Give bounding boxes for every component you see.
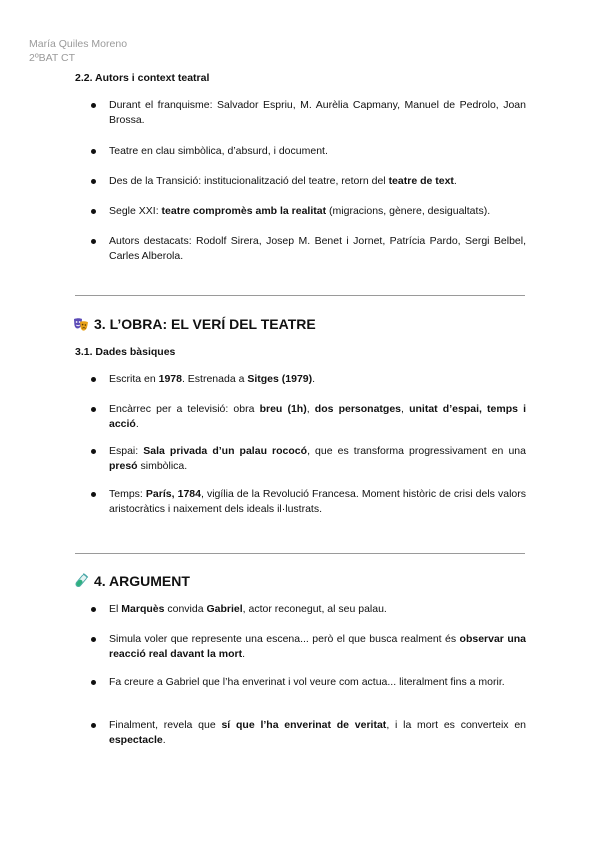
bullet-icon: [91, 607, 96, 612]
emphasis-text: unitat d’espai, temps i acció: [109, 403, 527, 430]
emphasis-text: teatre compromès amb la realitat: [161, 205, 327, 217]
list-item: [75, 372, 526, 387]
section-3-1-heading: 3.1. Dades bàsiques: [75, 346, 176, 358]
bullet-icon: [91, 680, 96, 685]
body-text: Segle XXI:: [109, 205, 162, 217]
bullet-icon: [91, 103, 96, 108]
body-text: .: [453, 175, 457, 187]
list-item: [75, 632, 526, 662]
emphasis-text: observar una reacció real davant la mort: [109, 633, 526, 660]
list-item: [75, 234, 526, 264]
body-text: Temps:: [109, 488, 146, 500]
theater-masks-icon: [73, 316, 89, 332]
body-text: Escrita en: [109, 373, 159, 385]
body-text: .: [162, 734, 166, 746]
section-3-title-text: 3. L’OBRA: EL VERÍ DEL TEATRE: [94, 316, 316, 332]
section-4-title: [73, 573, 190, 589]
body-text: Des de la Transició: institucionalització del teatre, retorn del: [109, 175, 389, 187]
body-text: Fa creure a Gabriel que l’ha enverinat i vol veure com actua... literalment fins a morir.: [109, 676, 505, 688]
body-text: ,: [306, 403, 315, 415]
bullet-icon: [91, 723, 96, 728]
list-item: [75, 444, 526, 474]
emphasis-text: Marquès: [121, 603, 165, 615]
body-text: Finalment, revela que: [109, 719, 222, 731]
body-text: .: [135, 418, 139, 430]
list-item: [75, 174, 526, 189]
bullet-icon: [91, 492, 96, 497]
bullet-icon: [91, 179, 96, 184]
emphasis-text: breu (1h): [259, 403, 307, 415]
emphasis-text: París, 1784: [145, 488, 201, 500]
list-item: [75, 144, 526, 159]
bullet-icon: [91, 149, 96, 154]
emphasis-text: espectacle: [109, 734, 163, 746]
emphasis-text: Sitges (1979): [247, 373, 313, 385]
body-text: simbòlica.: [137, 460, 188, 472]
document-header: [29, 37, 127, 65]
emphasis-text: presó: [109, 460, 138, 472]
emphasis-text: sí que l’ha enverinat de veritat: [221, 719, 387, 731]
list-item: [75, 402, 526, 432]
body-text: Durant el franquisme: Salvador Espriu, M. Aurèlia Capmany, Manuel de Pedrolo, Joan Brossa.: [109, 99, 526, 126]
body-text: Teatre en clau simbòlica, d’absurd, i document.: [109, 145, 328, 157]
body-text: convida: [164, 603, 207, 615]
body-text: .: [242, 648, 245, 660]
emphasis-text: Gabriel: [206, 603, 243, 615]
body-text: Espai:: [109, 445, 144, 457]
body-text: , vigília de la Revolució Francesa. Moment històric de crisi dels valors aristocràtics i naixement dels ideals il·lustrats.: [109, 488, 526, 515]
list-item: [75, 204, 526, 219]
body-text: .: [312, 373, 316, 385]
body-text: , i la mort es converteix en: [386, 719, 526, 731]
body-text: Autors destacats: Rodolf Sirera, Josep M. Benet i Jornet, Patrícia Pardo, Sergi Belbel, Carles Alberola.: [109, 235, 526, 262]
test-tube-icon: [73, 573, 89, 589]
section-divider: [75, 295, 525, 296]
list-item: [75, 98, 526, 128]
author-name: María Quiles Moreno: [29, 38, 128, 50]
section-2-2-heading: 2.2. Autors i context teatral: [75, 72, 210, 84]
bullet-icon: [91, 407, 96, 412]
section-3-title: [73, 316, 316, 332]
body-text: , actor reconegut, al seu palau.: [242, 603, 387, 615]
emphasis-text: teatre de text: [388, 175, 454, 187]
bullet-icon: [91, 449, 96, 454]
body-text: (migracions, gènere, desigualtats).: [326, 205, 491, 217]
body-text: ,: [401, 403, 410, 415]
section-divider: [75, 553, 525, 554]
list-item: [75, 718, 526, 748]
emphasis-text: Sala privada d’un palau rococó: [143, 445, 308, 457]
emphasis-text: dos personatges: [314, 403, 402, 415]
body-text: Simula voler que represente una escena... però el que busca realment és: [109, 633, 460, 645]
list-item: [75, 675, 526, 690]
bullet-icon: [91, 637, 96, 642]
body-text: Encàrrec per a televisió: obra: [109, 403, 260, 415]
course-label: 2ºBAT CT: [29, 52, 76, 64]
body-text: , que es transforma progressivament en una: [307, 445, 526, 457]
body-text: . Estrenada a: [181, 373, 248, 385]
bullet-icon: [91, 209, 96, 214]
emphasis-text: 1978: [158, 373, 182, 385]
bullet-icon: [91, 239, 96, 244]
list-item: [75, 487, 526, 517]
body-text: El: [109, 603, 122, 615]
list-item: [75, 602, 526, 617]
section-4-title-text: 4. ARGUMENT: [94, 573, 190, 589]
bullet-icon: [91, 377, 96, 382]
